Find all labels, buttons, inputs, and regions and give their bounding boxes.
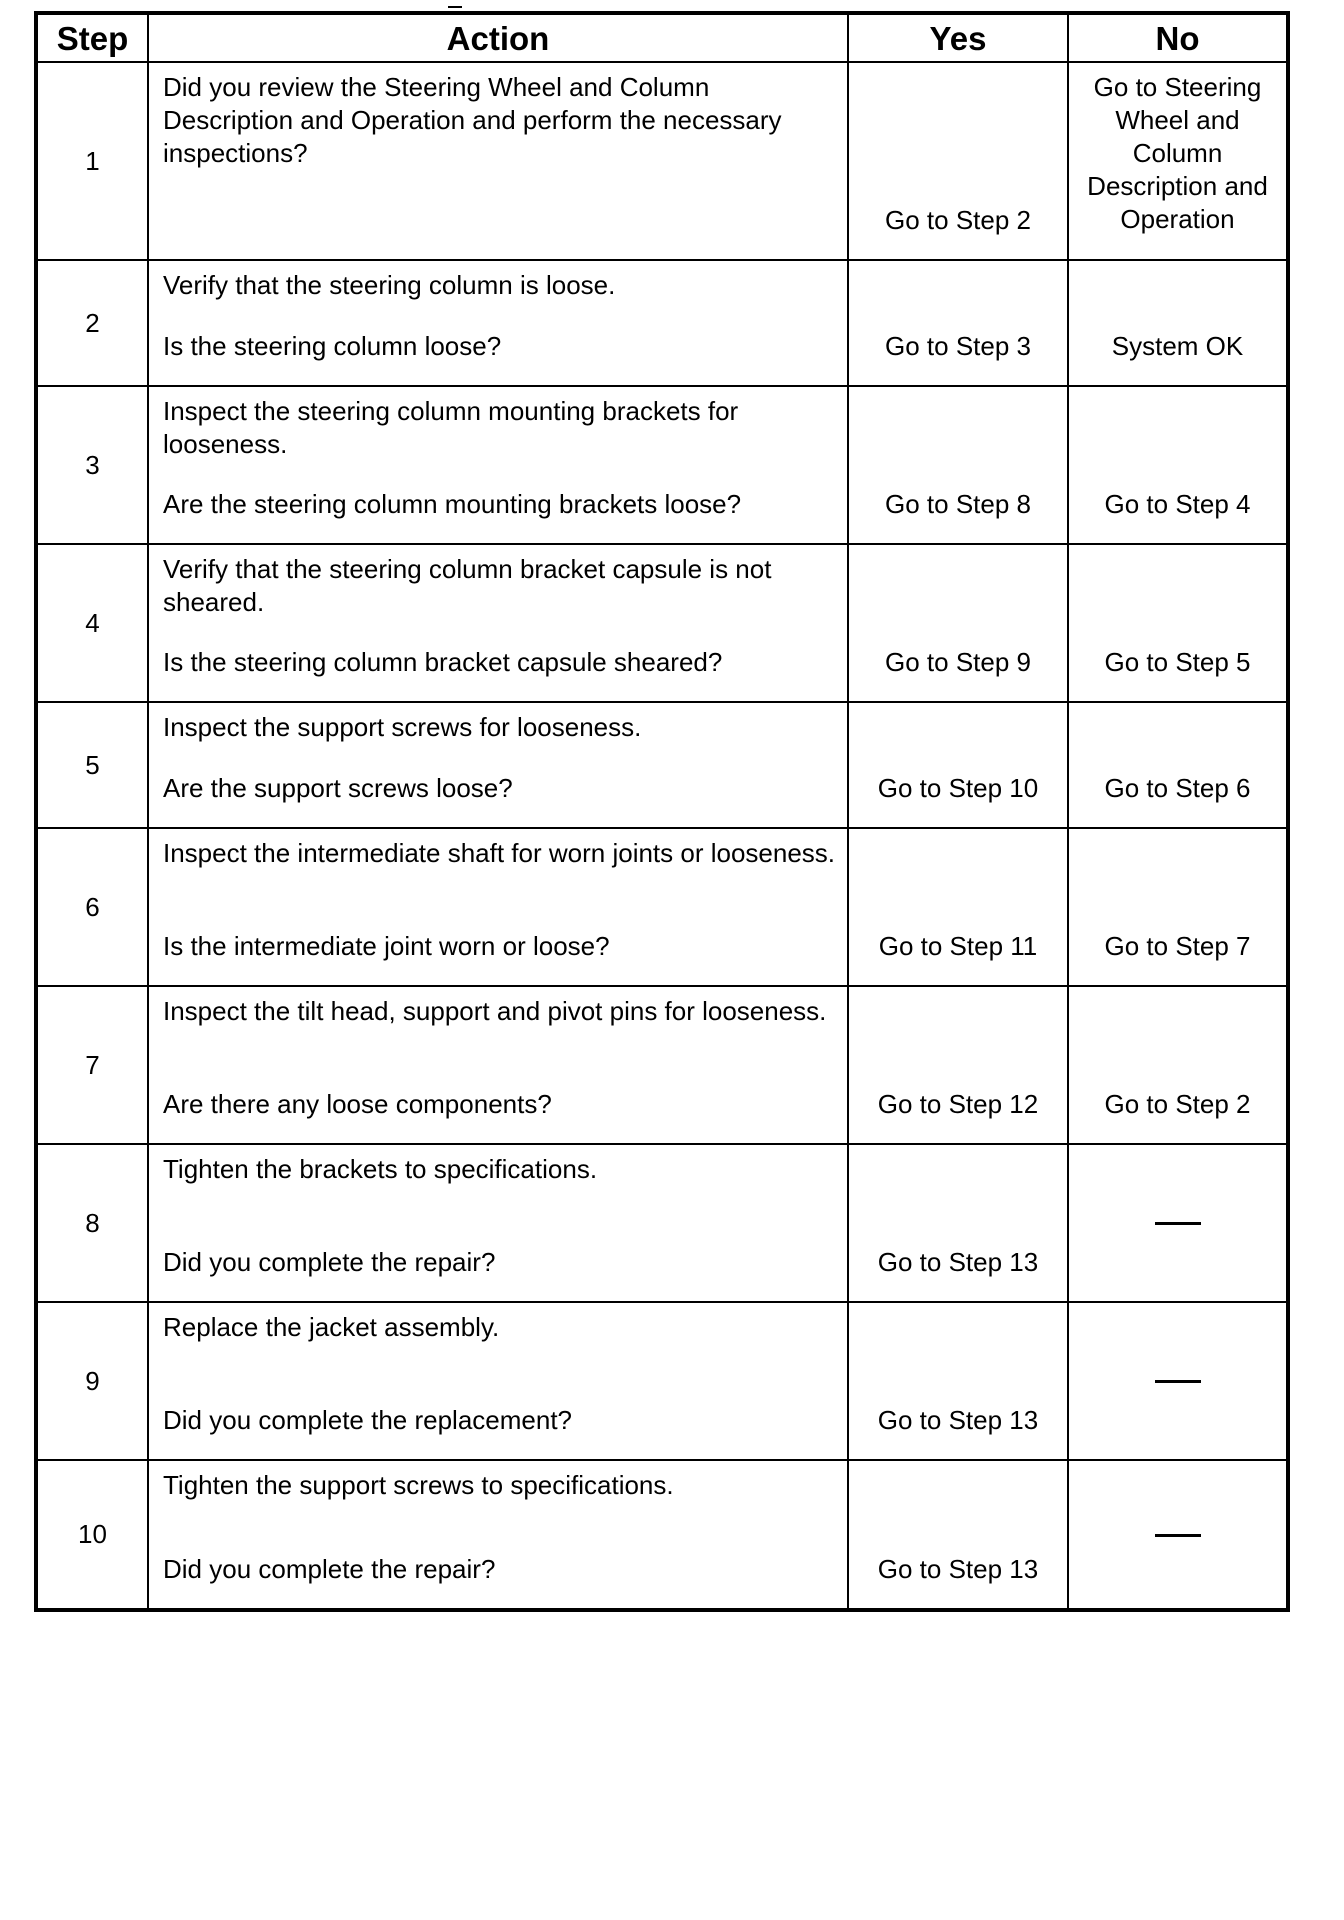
action-question: Are the steering column mounting brackets loose? [163, 489, 742, 519]
table-row [36, 544, 1288, 702]
no-text: Go to Step 2 [1104, 1089, 1251, 1119]
top-mark [448, 6, 462, 8]
action-question: Is the intermediate joint worn or loose? [163, 931, 610, 961]
action-cell [148, 1302, 848, 1460]
action-text: Did you review the Steering Wheel and Column Description and Operation and perform the necessary inspections? [163, 72, 782, 168]
step-number: 4 [36, 544, 148, 702]
no-text: Go to Step 7 [1104, 931, 1251, 961]
yes-cell [848, 1302, 1068, 1460]
table-row [36, 386, 1288, 544]
yes-cell [848, 260, 1068, 386]
table-row [36, 260, 1288, 386]
table-row [36, 1460, 1288, 1610]
step-number: 2 [36, 260, 148, 386]
no-dash [1155, 1222, 1201, 1225]
action-text: Replace the jacket assembly. [163, 1312, 500, 1342]
header-yes: Yes [848, 13, 1068, 62]
step-number: 5 [36, 702, 148, 828]
step-number: 3 [36, 386, 148, 544]
action-question: Is the steering column bracket capsule sheared? [163, 647, 723, 677]
no-text: Go to Step 6 [1104, 773, 1251, 803]
diagnostic-table [34, 11, 1290, 1612]
action-text: Tighten the support screws to specifications. [163, 1470, 674, 1500]
action-text: Inspect the support screws for looseness. [163, 712, 642, 742]
no-cell [1068, 1460, 1288, 1610]
no-cell [1068, 1302, 1288, 1460]
action-question: Did you complete the repair? [163, 1247, 496, 1277]
header-no: No [1068, 13, 1288, 62]
no-text: System OK [1111, 331, 1244, 361]
no-cell [1068, 260, 1288, 386]
yes-text: Go to Step 12 [877, 1089, 1039, 1119]
action-cell [148, 986, 848, 1144]
table-row [36, 828, 1288, 986]
table-header-row [36, 13, 1288, 62]
action-text: Inspect the intermediate shaft for worn joints or looseness. [163, 838, 836, 868]
action-text: Inspect the tilt head, support and pivot pins for looseness. [163, 996, 827, 1026]
no-cell [1068, 544, 1288, 702]
yes-cell [848, 702, 1068, 828]
table-row [36, 62, 1288, 260]
action-cell [148, 386, 848, 544]
no-text: Go to Steering Wheel and Column Description and Operation [1087, 72, 1268, 234]
no-cell [1068, 62, 1288, 260]
action-text: Verify that the steering column is loose. [163, 270, 616, 300]
no-cell [1068, 828, 1288, 986]
table-row [36, 702, 1288, 828]
no-text: Go to Step 5 [1104, 647, 1251, 677]
step-number: 1 [36, 62, 148, 260]
step-number: 6 [36, 828, 148, 986]
step-number: 7 [36, 986, 148, 1144]
yes-cell [848, 62, 1068, 260]
step-number: 10 [36, 1460, 148, 1610]
action-question: Are there any loose components? [163, 1089, 552, 1119]
table-row [36, 1144, 1288, 1302]
table-row [36, 1302, 1288, 1460]
yes-cell [848, 544, 1068, 702]
no-cell [1068, 386, 1288, 544]
header-step: Step [36, 13, 148, 62]
action-cell [148, 260, 848, 386]
yes-text: Go to Step 3 [885, 331, 1031, 361]
header-action: Action [148, 13, 848, 62]
no-cell [1068, 1144, 1288, 1302]
action-question: Did you complete the repair? [163, 1554, 496, 1584]
action-text: Verify that the steering column bracket capsule is not sheared. [163, 554, 772, 617]
no-text: Go to Step 4 [1104, 489, 1251, 519]
step-number: 8 [36, 1144, 148, 1302]
action-question: Is the steering column loose? [163, 331, 502, 361]
no-dash [1155, 1380, 1201, 1383]
table-row [36, 986, 1288, 1144]
yes-cell [848, 1144, 1068, 1302]
yes-text: Go to Step 13 [877, 1405, 1039, 1435]
no-cell [1068, 702, 1288, 828]
yes-text: Go to Step 9 [885, 647, 1031, 677]
action-text: Tighten the brackets to specifications. [163, 1154, 598, 1184]
action-cell [148, 828, 848, 986]
step-number: 9 [36, 1302, 148, 1460]
yes-text: Go to Step 8 [885, 489, 1031, 519]
no-cell [1068, 986, 1288, 1144]
yes-text: Go to Step 2 [885, 205, 1031, 235]
action-question: Did you complete the replacement? [163, 1405, 573, 1435]
action-cell [148, 1144, 848, 1302]
action-text: Inspect the steering column mounting brackets for looseness. [163, 396, 739, 459]
yes-text: Go to Step 11 [878, 931, 1038, 961]
no-dash [1155, 1534, 1201, 1537]
yes-cell [848, 828, 1068, 986]
yes-text: Go to Step 13 [877, 1554, 1039, 1584]
action-cell [148, 702, 848, 828]
yes-text: Go to Step 13 [877, 1247, 1039, 1277]
action-question: Are the support screws loose? [163, 773, 513, 803]
yes-cell [848, 1460, 1068, 1610]
action-cell [148, 544, 848, 702]
yes-cell [848, 386, 1068, 544]
yes-cell [848, 986, 1068, 1144]
yes-text: Go to Step 10 [877, 773, 1039, 803]
action-cell [148, 62, 848, 260]
action-cell [148, 1460, 848, 1610]
